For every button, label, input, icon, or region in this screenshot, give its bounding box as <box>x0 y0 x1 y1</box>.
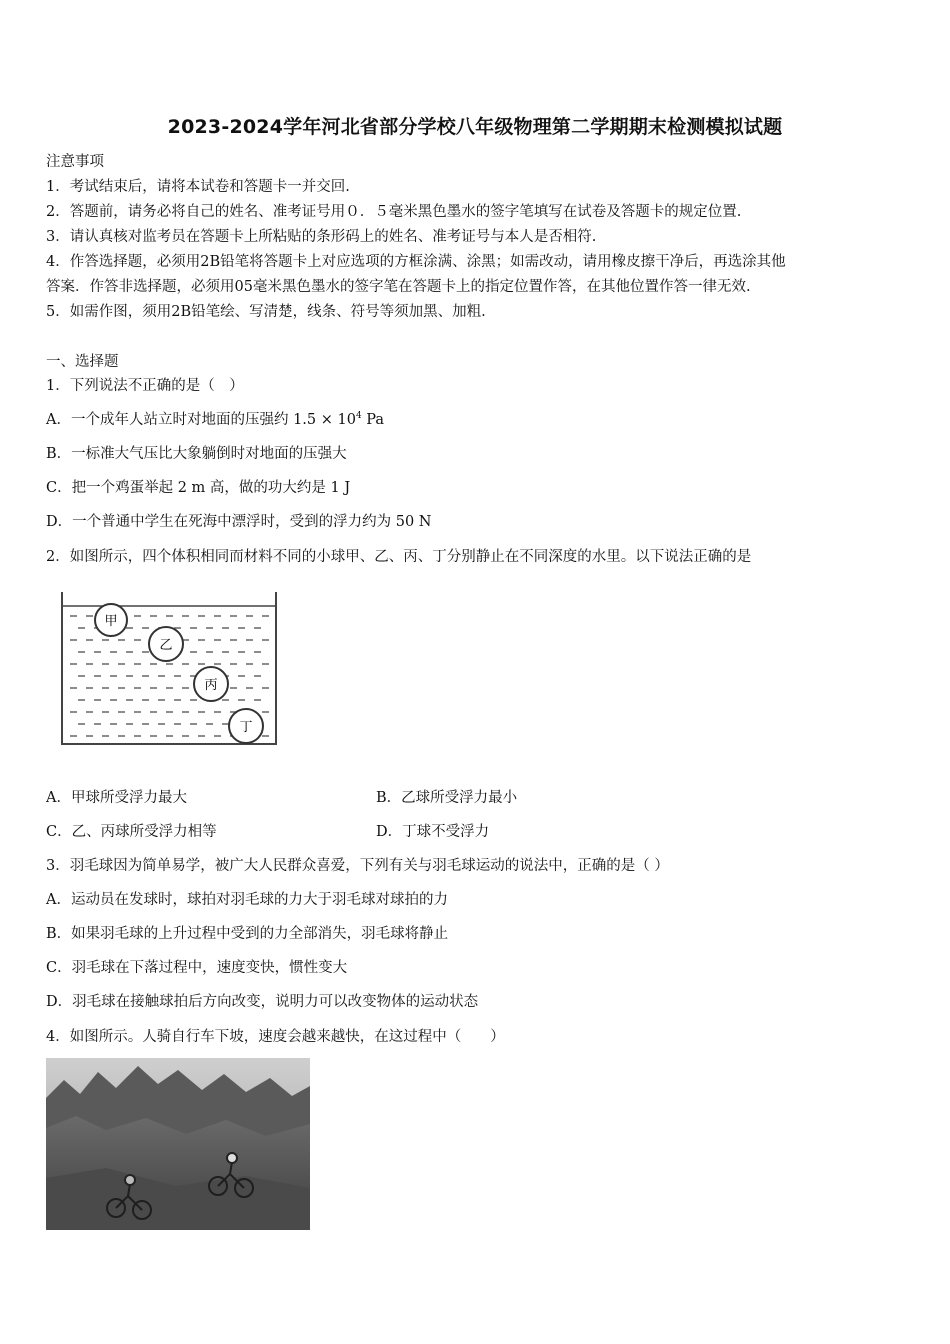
ball-bing <box>194 667 228 701</box>
water-tank-figure <box>56 588 282 752</box>
question-1-option-b: B．一标准大气压比大象躺倒时对地面的压强大 <box>46 446 347 462</box>
cyclist-downhill-photo <box>46 1058 310 1230</box>
svg-text:乙: 乙 <box>159 638 173 653</box>
notice-heading: 注意事项 <box>46 154 104 170</box>
notice-item: 2．答题前，请务必将自己的姓名、准考证号用０．５毫米黑色墨水的签字笔填写在试卷及答题卡的规定位置. <box>46 204 742 220</box>
section-heading: 一、选择题 <box>46 354 119 370</box>
question-2-stem: 2．如图所示，四个体积相同而材料不同的小球甲、乙、丙、丁分别静止在不同深度的水里。以下说法正确的是 <box>46 549 752 565</box>
notice-item: 5．如需作图，须用2B铅笔绘、写清楚，线条、符号等须加黑、加粗. <box>46 304 486 320</box>
svg-text:丙: 丙 <box>204 678 218 693</box>
ball-jia <box>95 604 127 636</box>
question-1-option-d: D．一个普通中学生在死海中漂浮时，受到的浮力约为 50 N <box>46 514 432 530</box>
question-3-option-b: B．如果羽毛球的上升过程中受到的力全部消失，羽毛球将静止 <box>46 926 449 942</box>
svg-text:甲: 甲 <box>104 614 118 629</box>
page-title: 2023-2024学年河北省部分学校八年级物理第二学期期末检测模拟试题 <box>167 116 783 138</box>
ball-ding <box>229 709 263 743</box>
question-3-option-c: C．羽毛球在下落过程中，速度变快，惯性变大 <box>46 960 348 976</box>
question-3-stem: 3．羽毛球因为简单易学，被广大人民群众喜爱，下列有关与羽毛球运动的说法中，正确的是（ ） <box>46 858 669 874</box>
ball-yi <box>149 627 183 661</box>
question-4-stem: 4．如图所示。人骑自行车下坡，速度会越来越快，在这过程中（ ） <box>46 1029 505 1045</box>
svg-text:丁: 丁 <box>239 720 253 735</box>
notice-item: 1．考试结束后，请将本试卷和答题卡一并交回. <box>46 179 350 195</box>
question-2-option-b: B．乙球所受浮力最小 <box>376 790 518 806</box>
question-2-option-c: C．乙、丙球所受浮力相等 <box>46 824 217 840</box>
question-3-option-a: A．运动员在发球时，球拍对羽毛球的力大于羽毛球对球拍的力 <box>46 892 448 908</box>
question-3-option-d: D．羽毛球在接触球拍后方向改变，说明力可以改变物体的运动状态 <box>46 994 479 1010</box>
notice-item: 答案．作答非选择题，必须用05毫米黑色墨水的签字笔在答题卡上的指定位置作答，在其他位置作答一律无效. <box>46 279 751 295</box>
question-1-stem: 1．下列说法不正确的是（ ） <box>46 378 244 394</box>
question-2-option-d: D．丁球不受浮力 <box>376 824 490 840</box>
question-1-option-a: A．一个成年人站立时对地面的压强约 $1.5 \times 10^4$ Pa <box>46 411 385 428</box>
question-1-option-c: C．把一个鸡蛋举起 2 m 高，做的功大约是 1 J <box>46 480 351 496</box>
question-2-option-a: A．甲球所受浮力最大 <box>46 790 187 806</box>
notice-item: 3．请认真核对监考员在答题卡上所粘贴的条形码上的姓名、准考证号与本人是否相符. <box>46 229 597 245</box>
notice-item: 4．作答选择题，必须用2B铅笔将答题卡上对应选项的方框涂满、涂黑；如需改动，请用橡皮擦干净后，再选涂其他 <box>46 254 786 270</box>
